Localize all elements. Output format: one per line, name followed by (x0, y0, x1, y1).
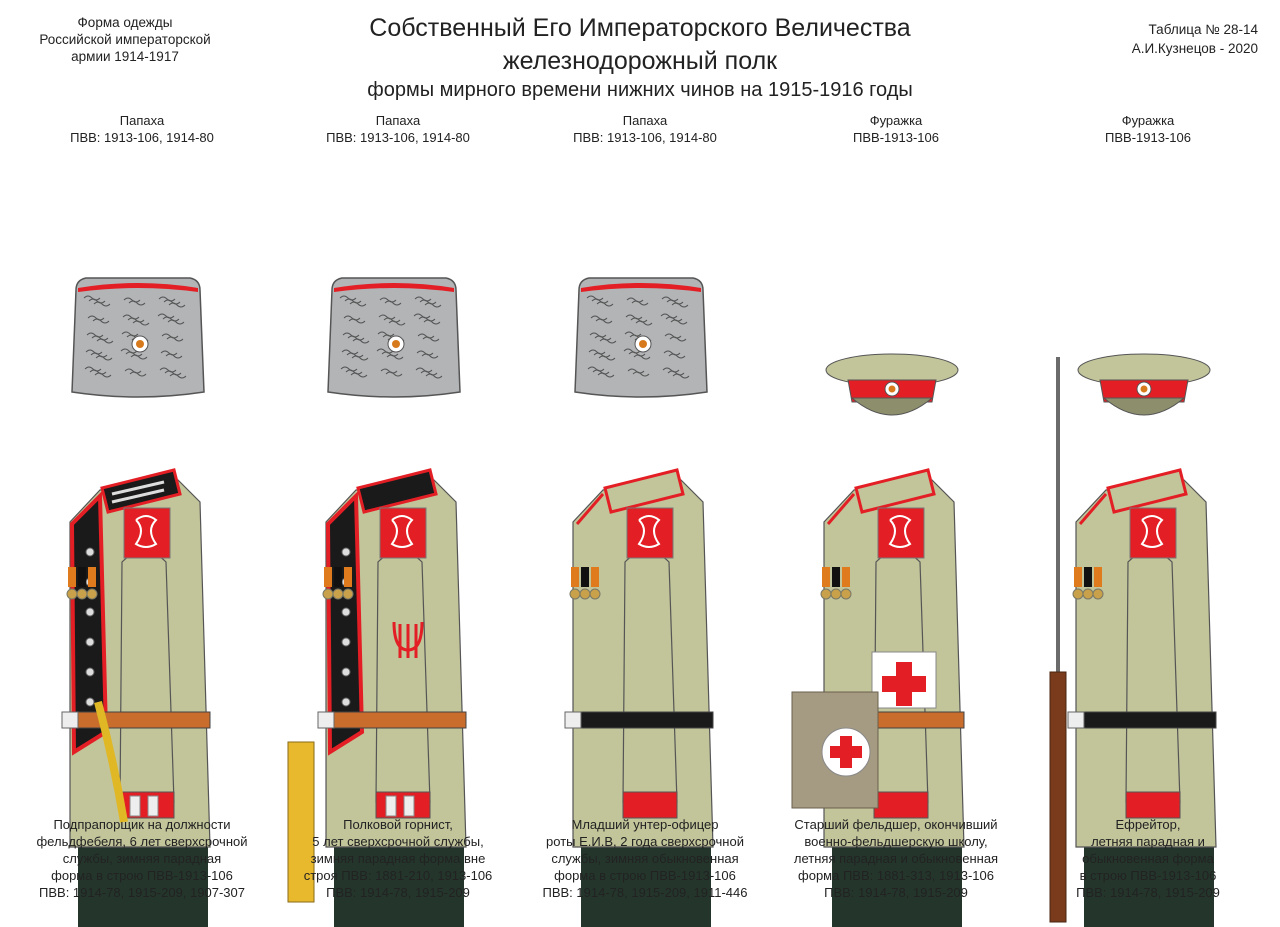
hat-reference: ПВВ: 1913-106, 1914-80 (326, 130, 470, 145)
button-icon (86, 668, 94, 676)
figure-caption-4 (768, 816, 1024, 901)
caption-line: Ефрейтор, (1115, 817, 1181, 832)
figure-column-4 (768, 112, 1024, 812)
table-number: Таблица № 28-14 (1148, 22, 1258, 37)
figure-column-3 (517, 112, 773, 812)
caption-line: ПВВ: 1914-78, 1915-209 (326, 885, 470, 900)
figure-caption-1 (14, 816, 270, 901)
belt-buckle-icon (62, 712, 78, 728)
caption-line: ПВВ: 1914-78, 1915-209 (824, 885, 968, 900)
medal-icon (580, 589, 590, 599)
caption-line: военно-фельдшерскую школу, (804, 834, 988, 849)
caption-line: службы, зимняя обыкновенная (551, 851, 739, 866)
hat-name: Папаха (622, 113, 668, 128)
medal-icon (1073, 589, 1083, 599)
medal-ribbon (1094, 567, 1102, 587)
caption-line: форма в строю ПВВ-1913-106 (554, 868, 736, 883)
medal-ribbon (591, 567, 599, 587)
medal-ribbon (842, 567, 850, 587)
title-line-2: железнодорожный полк (502, 47, 778, 75)
medal-ribbon (68, 567, 76, 587)
caption-line: службы, зимняя парадная (62, 851, 222, 866)
hat-name: Фуражка (1121, 113, 1175, 128)
hat-reference: ПВВ-1913-106 (1105, 130, 1191, 145)
medal-ribbon (344, 567, 352, 587)
caption-line: в строю ПВВ-1913-106 (1079, 868, 1217, 883)
belt (70, 712, 210, 728)
medal-icon (821, 589, 831, 599)
cockade-center (136, 340, 144, 348)
medal-icon (67, 589, 77, 599)
medal-icon (570, 589, 580, 599)
button-icon (342, 698, 350, 706)
medal-ribbon (1084, 567, 1092, 587)
caption-line: форма в строю ПВВ-1913-106 (51, 868, 233, 883)
belt (573, 712, 713, 728)
figure-caption-5 (1020, 816, 1276, 901)
caption-line: ПВВ: 1914-78, 1915-209 (1076, 885, 1220, 900)
page-subtitle: формы мирного времени нижних чинов на 1915-1916 годы (367, 79, 913, 101)
figure-column-2 (270, 112, 526, 812)
hat-reference: ПВВ: 1913-106, 1914-80 (70, 130, 214, 145)
medal-icon (87, 589, 97, 599)
medal-ribbon (1074, 567, 1082, 587)
hat-name: Папаха (375, 113, 421, 128)
cockade-center (639, 340, 647, 348)
caption-line: 5 лет сверхсрочной службы, (312, 834, 484, 849)
caption-line: Старший фельдшер, окончивший (794, 817, 998, 832)
cockade-center (392, 340, 400, 348)
hat-label (1020, 112, 1276, 146)
caption-line: летняя парадная и (1091, 834, 1205, 849)
title-line-1: Собственный Его Императорского Величества (369, 14, 911, 42)
medal-ribbon (88, 567, 96, 587)
cap-visor-icon (1104, 398, 1184, 415)
medal-ribbon (581, 567, 589, 587)
cuff-tab (386, 796, 396, 816)
cuff-tab (130, 796, 140, 816)
cuff (623, 792, 677, 818)
button-icon (342, 668, 350, 676)
cuff-tab (404, 796, 414, 816)
page-title (300, 12, 980, 78)
button-icon (342, 608, 350, 616)
belt-buckle-icon (1068, 712, 1084, 728)
caption-line: строя ПВВ: 1881-210, 1913-106 (303, 868, 493, 883)
cuff (376, 792, 430, 818)
series-line-2: Российской императорской (39, 32, 211, 47)
hat-label (270, 112, 526, 146)
medal-icon (77, 589, 87, 599)
caption-line: роты Е.И.В, 2 года сверхсрочной (546, 834, 744, 849)
table-number-label (1048, 20, 1258, 58)
sleeve (1126, 551, 1180, 802)
series-line-3: армии 1914-1917 (71, 49, 179, 64)
hat-label (14, 112, 270, 146)
button-icon (86, 608, 94, 616)
cuff (874, 792, 928, 818)
hat-reference: ПВВ: 1913-106, 1914-80 (573, 130, 717, 145)
sleeve (623, 551, 677, 802)
series-line-1: Форма одежды (77, 15, 173, 30)
figure-column-1 (14, 112, 270, 812)
belt (326, 712, 466, 728)
medal-icon (1083, 589, 1093, 599)
cuff (120, 792, 174, 818)
table-series-label (20, 14, 230, 65)
belt-buckle-icon (565, 712, 581, 728)
caption-line: фельдфебеля, 6 лет сверхсрочной (36, 834, 248, 849)
figure-caption-2 (270, 816, 526, 901)
medal-icon (831, 589, 841, 599)
caption-line: ПВВ: 1914-78, 1915-209, 1907-307 (39, 885, 245, 900)
sleeve (120, 551, 174, 802)
hat-name: Папаха (119, 113, 165, 128)
hat-label (517, 112, 773, 146)
caption-line: ПВВ: 1914-78, 1915-209, 1911-446 (542, 885, 748, 900)
medal-ribbon (571, 567, 579, 587)
hat-name: Фуражка (869, 113, 923, 128)
button-icon (342, 638, 350, 646)
cuff (1126, 792, 1180, 818)
medal-ribbon (334, 567, 342, 587)
medal-ribbon (78, 567, 86, 587)
caption-line: Младший унтер-офицер (571, 817, 719, 832)
medal-ribbon (832, 567, 840, 587)
author-year: А.И.Кузнецов - 2020 (1131, 41, 1258, 56)
cap-visor-icon (852, 398, 932, 415)
caption-line: Полковой горнист, (343, 817, 453, 832)
caption-line: форма ПВВ: 1881-313, 1913-106 (798, 868, 994, 883)
caption-line: Подпрапорщик на должности (53, 817, 231, 832)
caption-line: летняя парадная и обыкновенная (793, 851, 999, 866)
belt (1076, 712, 1216, 728)
medal-icon (343, 589, 353, 599)
figure-column-5 (1020, 112, 1276, 812)
medal-icon (590, 589, 600, 599)
belt-buckle-icon (318, 712, 334, 728)
hat-label (768, 112, 1024, 146)
medal-icon (841, 589, 851, 599)
hat-reference: ПВВ-1913-106 (853, 130, 939, 145)
cockade-center (889, 386, 896, 393)
sleeve (376, 551, 430, 802)
medal-icon (323, 589, 333, 599)
button-icon (342, 548, 350, 556)
cockade-center (1141, 386, 1148, 393)
button-icon (86, 698, 94, 706)
caption-line: обыкновенная форма (1082, 851, 1214, 866)
button-icon (86, 548, 94, 556)
button-icon (86, 638, 94, 646)
cuff-tab (148, 796, 158, 816)
medal-icon (333, 589, 343, 599)
caption-line: зимняя парадная форма вне (310, 851, 486, 866)
figure-caption-3 (517, 816, 773, 901)
medal-ribbon (822, 567, 830, 587)
medal-icon (1093, 589, 1103, 599)
medal-ribbon (324, 567, 332, 587)
